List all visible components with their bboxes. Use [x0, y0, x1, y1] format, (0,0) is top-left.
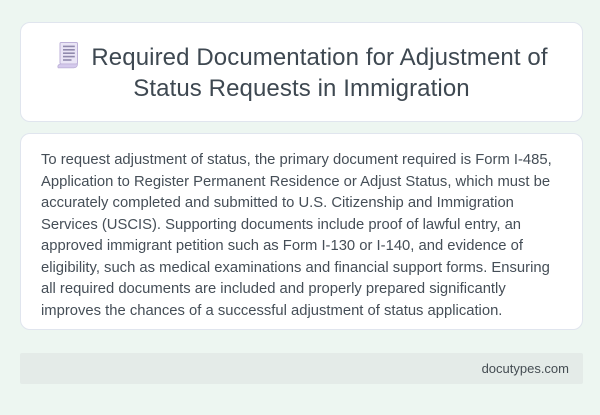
page-title	[47, 41, 556, 104]
site-name: docutypes.com	[481, 361, 569, 376]
footer-bar	[20, 353, 583, 384]
article-text: To request adjustment of status, the primary document required is Form I-485, Application to Register Permanent Residence or Adjust Status, which must be accurately completed and submitted to U.S. Citizenship and Immigration Services (USCIS). Supporting documents include proof of lawful entry, an approved immigrant petition such as Form I-130 or I-140, and evidence of eligibility, such as medical examinations and financial support forms. Ensuring all required documents are included and properly prepared significantly improves the chances of a successful adjustment of status application.	[41, 152, 552, 319]
receipt-icon	[55, 41, 81, 70]
content-card	[20, 133, 583, 330]
title-card	[20, 22, 583, 122]
page-title-text: Required Documentation for Adjustment of Status Requests in Immigration	[91, 43, 548, 102]
